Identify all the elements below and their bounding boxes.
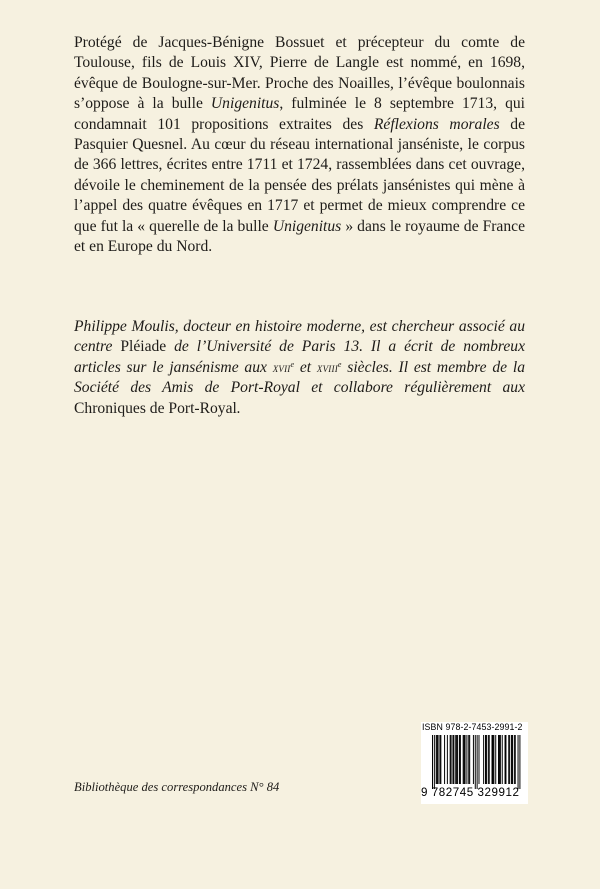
barcode-bar xyxy=(499,735,500,784)
bio-pleiade: Pléiade xyxy=(120,338,167,356)
barcode-bars xyxy=(421,735,528,790)
barcode-bar xyxy=(434,735,435,789)
author-bio xyxy=(74,317,525,419)
summary-text-1: Protégé de Jacques-Bénigne Bossuet et précepteur du comte de Toulouse, fils de Louis XIV, Pierre de Langle est nommé, en 1698, évêque de Boulogne-sur-Mer. Proche des Noailles, l’évêque boulonnais s’oppose à la bulle xyxy=(74,34,525,113)
barcode-bar xyxy=(473,735,474,784)
barcode-bar xyxy=(450,735,451,784)
author-bio-paragraph xyxy=(74,317,525,419)
ean-digits: 9 782745 329912 xyxy=(421,786,520,799)
bio-text-3: siècles. Il est membre de la Société des Amis de Port-Royal et collabore régulièrement aux xyxy=(74,358,525,397)
barcode-bar xyxy=(447,735,448,784)
barcode-bar xyxy=(456,735,457,784)
barcode-bar xyxy=(465,735,466,784)
barcode-bar xyxy=(519,735,520,789)
barcode-bar xyxy=(509,735,510,784)
barcode-bar xyxy=(438,735,439,784)
barcode-bar xyxy=(464,735,465,784)
summary-unigenitus-1: Unigenitus xyxy=(210,95,280,113)
barcode-bar xyxy=(468,735,469,784)
barcode-bar xyxy=(453,735,454,784)
barcode-bar xyxy=(493,735,494,784)
barcode-bar xyxy=(495,735,496,784)
bio-text-4: . xyxy=(236,399,241,417)
summary-reflexions-title: Réflexions morales xyxy=(373,115,500,133)
isbn-barcode xyxy=(421,722,528,804)
barcode-bar xyxy=(500,735,501,784)
barcode-bar xyxy=(451,735,452,784)
barcode-bar xyxy=(483,735,484,784)
barcode-bar xyxy=(508,735,509,784)
bio-century-17-sup: e xyxy=(290,359,295,369)
barcode-bar xyxy=(436,735,437,784)
summary-paragraph xyxy=(74,33,525,257)
barcode-bar xyxy=(460,735,461,784)
barcode-bar xyxy=(502,735,503,784)
barcode-bar xyxy=(457,735,458,784)
barcode-bar xyxy=(444,735,445,784)
barcode-bar xyxy=(498,735,499,784)
barcode-bar xyxy=(475,735,476,789)
barcode-bar xyxy=(505,735,506,784)
barcode-bar xyxy=(439,735,440,784)
barcode-bar xyxy=(463,735,464,784)
summary-text-3: de Pasquier Quesnel. Au cœur du réseau international janséniste, le corpus de 366 lettres, écrites entre 1711 et 1724, rassemblées dans cet ouvrage, dévoile le cheminement de la pensée des prélats jansénistes qui mène à l’appel des quatre évêques en 1717 et permet de mieux comprendre ce que fut la « querelle de la bulle xyxy=(74,115,526,235)
barcode-bar xyxy=(459,735,460,784)
barcode-bar xyxy=(466,735,467,784)
barcode-bar xyxy=(512,735,513,784)
barcode-bar xyxy=(489,735,490,784)
bio-chroniques: Chroniques de Port-Royal xyxy=(74,399,237,417)
barcode-bar xyxy=(492,735,493,784)
barcode-bar xyxy=(440,735,441,784)
barcode-bar xyxy=(479,735,480,784)
bio-text-1: Philippe Moulis, docteur en histoire moderne, est chercheur associé au centre xyxy=(74,318,525,356)
summary-text-4: » dans le royaume de France et en Europe du Nord. xyxy=(74,217,525,256)
barcode-bar xyxy=(515,735,516,784)
bio-century-18-sup: e xyxy=(337,359,342,369)
barcode-bar xyxy=(477,735,478,789)
bio-century-17: xvii xyxy=(272,360,291,375)
barcode-bar xyxy=(518,735,519,789)
bio-et: et xyxy=(294,358,317,376)
barcode-bar xyxy=(469,735,470,784)
barcode-bar xyxy=(511,735,512,784)
barcode-bar xyxy=(437,735,438,784)
barcode-bar xyxy=(488,735,489,784)
barcode-bar xyxy=(492,735,493,784)
back-cover-summary xyxy=(74,33,525,257)
summary-unigenitus-2: Unigenitus xyxy=(272,217,342,235)
barcode-bar xyxy=(455,735,456,784)
summary-text-2: , fulminée le 8 septembre 1713, qui condamnait 101 propositions extraites des xyxy=(74,95,526,133)
bio-text-2: de l’Université de Paris 13. Il a écrit de nombreux articles sur le jansénisme aux xyxy=(74,338,526,376)
barcode-bar xyxy=(514,735,515,784)
bio-century-18: xviii xyxy=(316,360,338,375)
barcode-bar xyxy=(485,735,486,784)
collection-line: Bibliothèque des correspondances N° 84 xyxy=(74,780,280,794)
isbn-label: ISBN 978-2-7453-2991-2 xyxy=(422,722,523,732)
barcode-bar xyxy=(452,735,453,784)
barcode-bar xyxy=(486,735,487,784)
barcode-bar xyxy=(432,735,433,789)
barcode-bar xyxy=(505,735,506,784)
